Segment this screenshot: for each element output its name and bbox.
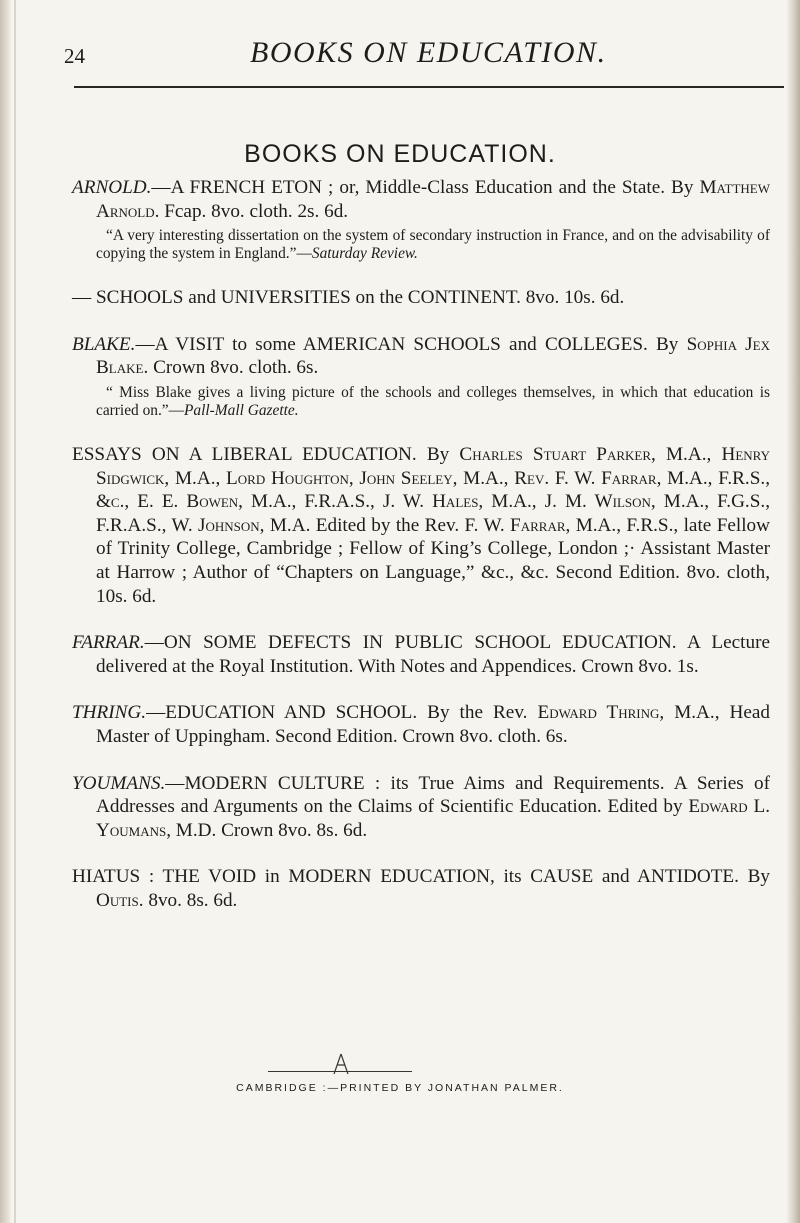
entry-body: —EDUCATION AND SCHOOL. By the Rev.: [146, 702, 538, 724]
entry-body-end: , late Fellow of Trinity College, Cambridge ; Fellow of King’s College, London ;· Assistant Master at Harrow ; Author of “Chapters on Language,” &c., &c. Second Edition. 8vo. cloth, 10s. 6d.: [96, 514, 770, 607]
book-list: [72, 176, 770, 935]
entry-body: —A FRENCH ETON ; or, Middle-Class Education and the State. By: [151, 177, 700, 198]
entry-body: —ON SOME DEFECTS IN PUBLIC SCHOOL EDUCATION. A Lecture delivered at the Royal Institution. With Notes and Appendices. Crown 8vo. 1s.: [96, 632, 770, 677]
printer-imprint: CAMBRIDGE :—PRINTED BY JONATHAN PALMER.: [236, 1082, 564, 1094]
entry-body: —MODERN CULTURE : its True Aims and Requirements. A Series of Addresses and Arguments on the Claims of Scientific Education. Edited by: [96, 772, 770, 818]
entry-contributors: Charles Stuart Parker, M.A., Henry Sidgwick, M.A., Lord Houghton, John Seeley, M.A., Rev. F. W. Farrar, M.A., F.R.S., &c., E. E. Bowen, M.A., F.R.A.S., J. W. Hales, M.A., J. M. Wilson, M.A., F.G.S., F.R.A.S., W. Johnson, M.A.: [96, 443, 770, 536]
printer-rule: [268, 1071, 412, 1072]
book-entry-arnold: [72, 176, 770, 263]
header-rule: [74, 86, 784, 88]
entry-body-end: . Crown 8vo. cloth. 6s.: [143, 357, 319, 379]
entry-text: [72, 631, 770, 678]
book-entry-schools-universities: [72, 286, 770, 310]
quote-text: “ Miss Blake gives a living picture of the schools and colleges themselves, in which that education is carried on.”—: [96, 383, 770, 419]
page-number: 24: [64, 44, 85, 68]
entry-author: THRING.: [72, 702, 147, 724]
section-title: BOOKS ON EDUCATION.: [244, 140, 556, 168]
entry-author-name: Sophia Jex Blake: [96, 333, 770, 379]
running-head: [64, 36, 784, 70]
entry-author: ARNOLD.: [72, 177, 152, 198]
entry-title: ESSAYS ON A LIBERAL EDUCATION. By: [72, 443, 460, 465]
quote-text: “A very interesting dissertation on the system of secondary instruction in France, and on the advisability of copying the system in England.”—: [96, 227, 770, 263]
entry-author-name: Outis: [96, 889, 139, 911]
page-binding-line: [14, 0, 16, 1223]
entry-text: — SCHOOLS and UNIVERSITIES on the CONTINENT. 8vo. 10s. 6d.: [72, 287, 625, 309]
book-entry-hiatus: [72, 865, 770, 912]
book-entry-blake: [72, 333, 770, 420]
quote-source: Pall-Mall Gazette.: [184, 401, 299, 419]
entry-text: [72, 443, 770, 608]
entry-edited-by: Edited by the Rev.: [310, 514, 465, 536]
entry-body-end: Crown 8vo. 8s. 6d.: [216, 819, 368, 841]
running-title: BOOKS ON EDUCATION.: [250, 36, 607, 69]
book-entry-thring: [72, 701, 770, 748]
book-entry-essays: [72, 443, 770, 608]
entry-text: [72, 176, 770, 223]
entry-body-end: . 8vo. 8s. 6d.: [138, 889, 238, 911]
printer-ornament-icon: [331, 1052, 351, 1076]
page-edge-shadow: [786, 0, 800, 1223]
page-binding-shadow: [0, 0, 12, 1223]
entry-author-name: Edward Thring, M.A.: [537, 702, 715, 724]
entry-body-end: , Head Master of Uppingham. Second Edition. Crown 8vo. cloth. 6s.: [96, 702, 771, 747]
entry-text: [72, 701, 770, 748]
book-entry-farrar: [72, 631, 770, 678]
entry-author-name: Edward L. Youmans, M.D.: [96, 796, 770, 841]
entry-body: —A VISIT to some AMERICAN SCHOOLS and COLLEGES. By: [135, 333, 687, 355]
entry-author: YOUMANS.: [72, 772, 166, 794]
entry-text: [72, 865, 770, 912]
review-quote: [96, 227, 770, 263]
entry-text: [72, 333, 770, 380]
quote-source: Saturday Review.: [311, 245, 418, 263]
entry-body-end: . Fcap. 8vo. cloth. 2s. 6d.: [154, 200, 349, 222]
entry-author-name: Matthew Arnold: [96, 177, 770, 222]
book-entry-youmans: [72, 772, 770, 843]
entry-editor: F. W. Farrar, M.A., F.R.S.: [464, 514, 674, 536]
review-quote: [96, 384, 770, 420]
entry-body: HIATUS : THE VOID in MODERN EDUCATION, its CAUSE and ANTIDOTE. By: [72, 866, 770, 888]
entry-author: BLAKE.: [72, 333, 136, 355]
entry-author: FARRAR.: [72, 632, 145, 654]
entry-text: [72, 772, 770, 843]
